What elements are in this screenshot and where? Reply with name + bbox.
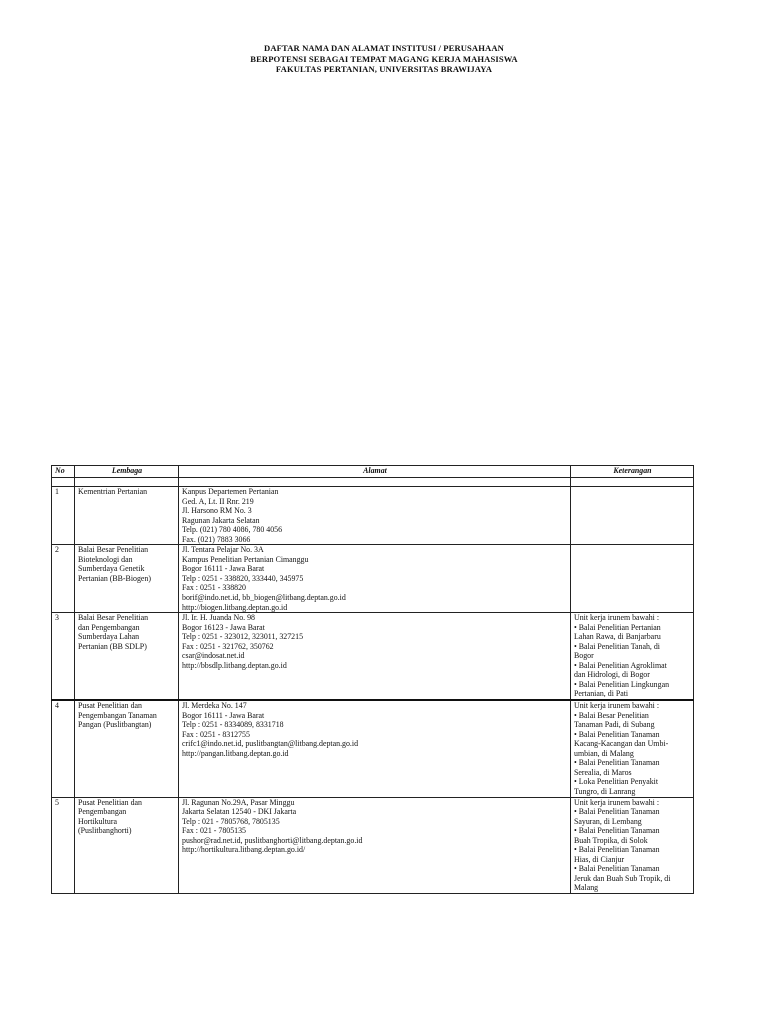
alamat-line: Telp. (021) 780 4086, 780 4056 [182, 525, 283, 535]
alamat-line: Fax : 0251 - 8312755 [182, 729, 250, 739]
cell-alamat [179, 700, 571, 797]
alamat-line: Kampus Penelitian Pertanian Cimanggu [182, 554, 309, 564]
cell-lembaga [75, 487, 179, 545]
keterangan-line: Unit kerja irunem bawahi : [574, 701, 660, 711]
keterangan-line: • Balai Penelitian Agroklimat [574, 660, 667, 670]
alamat-line: Fax. (021) 7883 3066 [182, 534, 251, 544]
lembaga-line: (Puslitbanghorti) [78, 826, 132, 836]
cell-no: 2 [52, 545, 75, 613]
keterangan-line: Kacang-Kacangan dan Umbi- [574, 739, 669, 749]
lembaga-line: Balai Besar Penelitian [78, 545, 149, 555]
keterangan-line: Bogor [574, 651, 594, 661]
alamat-line: pushor@rad.net.id, puslitbanghorti@litbang.deptan.go.id [182, 835, 363, 845]
alamat-line: http://pangan.litbang.deptan.go.id [182, 748, 289, 758]
cell-keterangan [571, 545, 694, 613]
header-lembaga: Lembaga [75, 466, 179, 478]
lembaga-line: Pusat Penelitian dan [78, 797, 142, 807]
header-keterangan: Keterangan [571, 466, 694, 478]
alamat-line: Telp : 0251 - 8334089, 8331718 [182, 720, 284, 730]
alamat-line: Jl. Tentara Pelajar No. 3A [182, 545, 264, 555]
lembaga-line: Pertanian (BB SDLP) [78, 641, 147, 651]
cell-alamat [179, 613, 571, 700]
keterangan-line: Malang [574, 883, 599, 893]
alamat-line: crifc1@indo.net.id, puslitbangtan@litbang.deptan.go.id [182, 739, 359, 749]
cell-keterangan [571, 797, 694, 893]
spacer-cell [571, 478, 694, 487]
keterangan-line: Unit kerja irunem bawahi : [574, 613, 660, 623]
alamat-line: Ged. A, Lt. II Rnr. 219 [182, 496, 254, 506]
document-title [0, 43, 768, 75]
keterangan-line: • Balai Penelitian Tanah, di [574, 641, 660, 651]
table-body [52, 478, 694, 894]
keterangan-line: Jeruk dan Buah Sub Tropik, di [574, 873, 671, 883]
lembaga-line: Bioteknologi dan [78, 554, 133, 564]
cell-alamat [179, 797, 571, 893]
keterangan-line: • Balai Penelitian Tanaman [574, 864, 660, 874]
cell-no: 4 [52, 700, 75, 797]
spacer-cell [75, 478, 179, 487]
lembaga-line: Pengembangan Tanaman [78, 710, 157, 720]
table-row [52, 613, 694, 700]
lembaga-line: Pertanian (BB-Biogen) [78, 573, 151, 583]
cell-no: 1 [52, 487, 75, 545]
cell-alamat [179, 487, 571, 545]
alamat-line: Telp : 021 - 7805768, 7805135 [182, 816, 280, 826]
alamat-line: http://biogen.litbang.deptan.go.id [182, 602, 288, 612]
cell-lembaga [75, 545, 179, 613]
spacer-cell [179, 478, 571, 487]
alamat-line: Jl. Ir. H. Juanda No. 98 [182, 613, 255, 623]
keterangan-line: • Balai Penelitian Tanaman [574, 845, 660, 855]
keterangan-line: • Balai Besar Penelitian [574, 710, 649, 720]
header-no: No [52, 466, 75, 478]
spacer-row [52, 478, 694, 487]
keterangan-line: Buah Tropika, di Solok [574, 835, 648, 845]
keterangan-line: • Balai Penelitian Lingkungan [574, 679, 670, 689]
lembaga-line: Pusat Penelitian dan [78, 701, 142, 711]
keterangan-line: umbian, di Malang [574, 748, 634, 758]
table-row [52, 797, 694, 893]
keterangan-line: • Loka Penelitian Penyakit [574, 777, 659, 787]
keterangan-line: • Balai Penelitian Tanaman [574, 826, 660, 836]
alamat-line: Telp : 0251 - 323012, 323011, 327215 [182, 632, 304, 642]
alamat-line: csar@indosat.net.id [182, 651, 245, 661]
keterangan-line: Unit kerja irunem bawahi : [574, 797, 660, 807]
keterangan-line: Serealia, di Maros [574, 767, 632, 777]
keterangan-line: Hias, di Cianjur [574, 854, 625, 864]
lembaga-line: Pangan (Puslitbangtan) [78, 720, 152, 730]
keterangan-line: Tanaman Padi, di Subang [574, 720, 655, 730]
alamat-line: Bogor 16111 - Jawa Barat [182, 564, 265, 574]
cell-lembaga [75, 797, 179, 893]
cell-keterangan [571, 487, 694, 545]
keterangan-line: • Balai Penelitian Pertanian [574, 622, 661, 632]
lembaga-line: Balai Besar Penelitian [78, 613, 149, 623]
keterangan-line: Lahan Rawa, di Banjarbaru [574, 632, 661, 642]
keterangan-line: dan Hidrologi, di Bogor [574, 670, 650, 680]
alamat-line: Fax : 0251 - 321762, 350762 [182, 641, 274, 651]
cell-alamat [179, 545, 571, 613]
header-alamat: Alamat [179, 466, 571, 478]
cell-no: 5 [52, 797, 75, 893]
keterangan-line: Tungro, di Lanrang [574, 786, 636, 796]
table-row [52, 487, 694, 545]
alamat-line: Jl. Merdeka No. 147 [182, 701, 247, 711]
lembaga-line: dan Pengembangan [78, 622, 140, 632]
cell-no: 3 [52, 613, 75, 700]
alamat-line: Bogor 16123 - Jawa Barat [182, 622, 265, 632]
lembaga-line: Sumberdaya Lahan [78, 632, 140, 642]
keterangan-line: Pertanian, di Pati [574, 689, 629, 699]
alamat-line: Ragunan Jakarta Selatan [182, 515, 260, 525]
title-line: DAFTAR NAMA DAN ALAMAT INSTITUSI / PERUSAHAAN [264, 43, 504, 53]
cell-keterangan [571, 700, 694, 797]
cell-keterangan [571, 613, 694, 700]
alamat-line: Jl. Harsono RM No. 3 [182, 506, 252, 516]
lembaga-line: Sumberdaya Genetik [78, 564, 145, 574]
alamat-line: Jl. Ragunan No.29A, Pasar Minggu [182, 797, 295, 807]
lembaga-line: Kementrian Pertanian [78, 487, 148, 496]
keterangan-line: • Balai Penelitian Tanaman [574, 758, 660, 768]
cell-lembaga [75, 700, 179, 797]
alamat-line: borif@indo.net.id, bb_biogen@litbang.deptan.go.id [182, 593, 346, 603]
title-line: FAKULTAS PERTANIAN, UNIVERSITAS BRAWIJAYA [275, 64, 493, 75]
table-header-row [52, 466, 694, 478]
alamat-line: Fax : 021 - 7805135 [182, 826, 246, 836]
keterangan-line: • Balai Penelitian Tanaman [574, 729, 660, 739]
lembaga-line: Pengembangan [78, 807, 127, 817]
title-line: BERPOTENSI SEBAGAI TEMPAT MAGANG KERJA MAHASISWA [250, 53, 518, 64]
alamat-line: Bogor 16111 - Jawa Barat [182, 710, 265, 720]
table-row [52, 700, 694, 797]
alamat-line: Jakarta Selatan 12540 - DKI Jakarta [182, 807, 297, 817]
keterangan-line: • Balai Penelitian Tanaman [574, 807, 660, 817]
table-row [52, 545, 694, 613]
alamat-line: Fax : 0251 - 338820 [182, 583, 246, 593]
cell-lembaga [75, 613, 179, 700]
lembaga-line: Hortikultura [78, 816, 118, 826]
keterangan-line: Sayuran, di Lembang [574, 816, 642, 826]
alamat-line: http://hortikultura.litbang.deptan.go.id/ [182, 845, 306, 855]
alamat-line: http://bbsdlp.litbang.deptan.go.id [182, 660, 287, 670]
alamat-line: Telp : 0251 - 338820, 333440, 345975 [182, 573, 304, 583]
institution-table [51, 465, 694, 894]
alamat-line: Kanpus Departemen Pertanian [182, 487, 279, 496]
spacer-cell [52, 478, 75, 487]
